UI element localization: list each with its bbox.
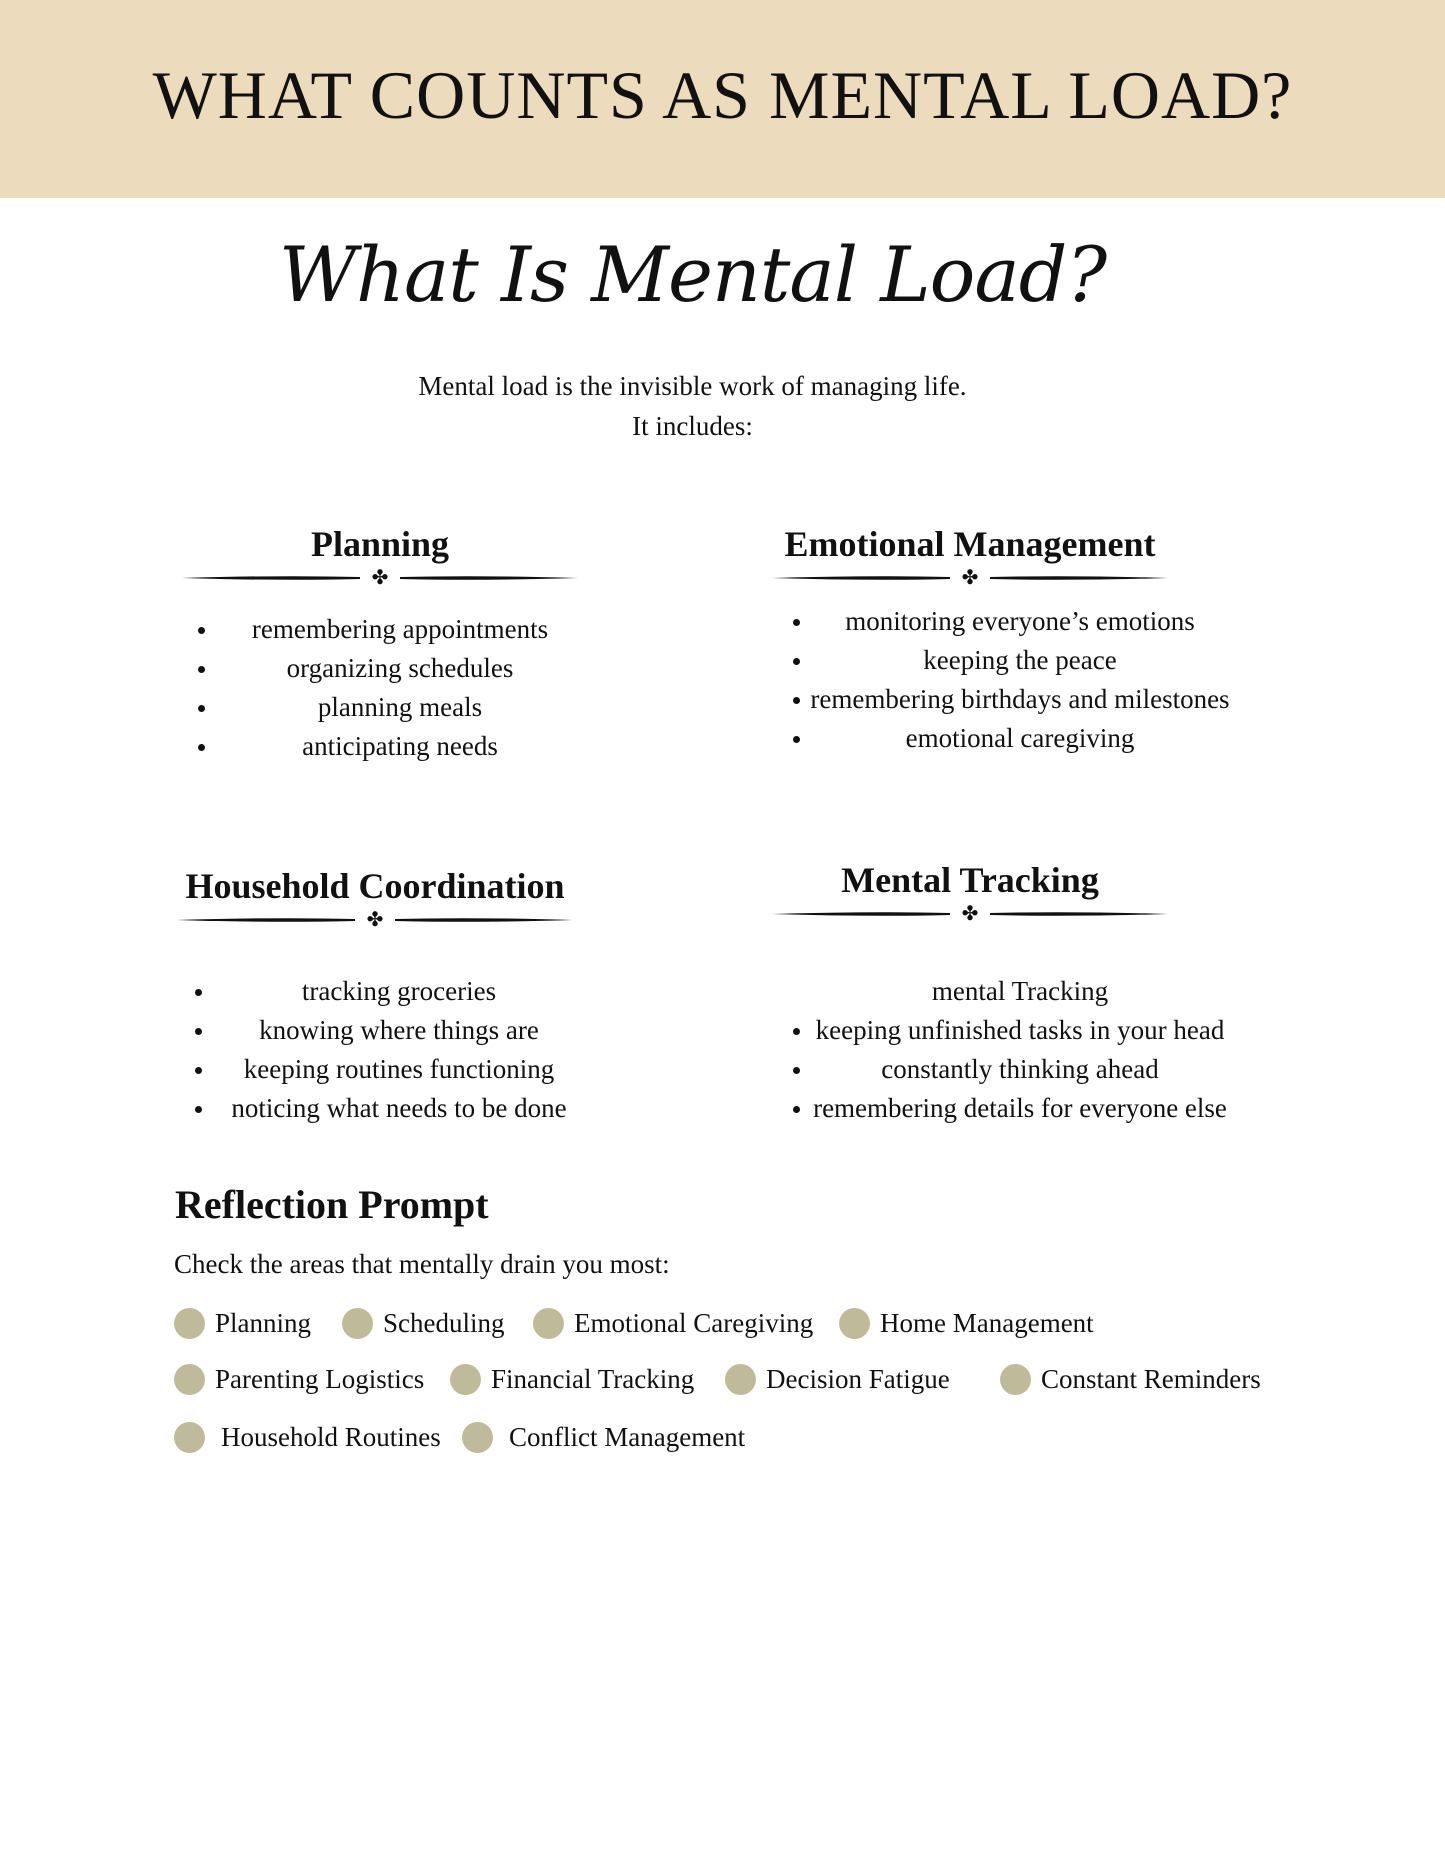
ornament-divider (175, 910, 575, 930)
option-scheduling[interactable]: Scheduling (342, 1305, 505, 1341)
intro-line-1: Mental load is the invisible work of managing life. (418, 371, 967, 401)
checkbox-circle[interactable] (174, 1422, 205, 1453)
section-title: Emotional Management (784, 524, 1156, 564)
option-conflict-management[interactable]: Conflict Management (462, 1419, 745, 1455)
list-item: tracking groceries (175, 972, 599, 1011)
list-item: remembering details for everyone else (770, 1089, 1270, 1128)
checkbox-circle[interactable] (1000, 1364, 1031, 1395)
section-emotional-management (770, 522, 1230, 758)
list-item: constantly thinking ahead (770, 1050, 1270, 1089)
list-item: monitoring everyone’s emotions (770, 602, 1270, 641)
ornament-icon: ✤ (961, 904, 979, 924)
option-home-management[interactable]: Home Management (839, 1305, 1094, 1341)
ornament-divider (180, 568, 580, 588)
script-subtitle: What Is Mental Load? (278, 230, 1107, 319)
checkbox-circle[interactable] (174, 1308, 205, 1339)
list-item: knowing where things are (175, 1011, 599, 1050)
option-emotional-caregiving[interactable]: Emotional Caregiving (533, 1305, 813, 1341)
option-planning[interactable]: Planning (174, 1305, 311, 1341)
reflection-title: Reflection Prompt (175, 1182, 489, 1227)
checkbox-circle[interactable] (342, 1308, 373, 1339)
option-constant-reminders[interactable]: Constant Reminders (1000, 1361, 1261, 1397)
option-parenting-logistics[interactable]: Parenting Logistics (174, 1361, 424, 1397)
list-item: anticipating needs (180, 727, 600, 766)
reflection-prompt: Check the areas that mentally drain you most: (174, 1249, 670, 1279)
ornament-divider (770, 904, 1170, 924)
option-financial-tracking[interactable]: Financial Tracking (450, 1361, 694, 1397)
checkbox-circle[interactable] (839, 1308, 870, 1339)
emotional-list (770, 602, 1230, 758)
page-title: WHAT COUNTS AS MENTAL LOAD? (152, 57, 1293, 133)
household-list (175, 972, 575, 1128)
section-title: Mental Tracking (841, 860, 1099, 900)
checkbox-circle[interactable] (450, 1364, 481, 1395)
checkbox-circle[interactable] (725, 1364, 756, 1395)
tracking-list (770, 972, 1227, 1128)
section-household-coordination (175, 864, 575, 1128)
list-item: remembering appointments (180, 610, 600, 649)
ornament-icon: ✤ (371, 568, 389, 588)
section-mental-tracking (770, 858, 1227, 1128)
list-item: remembering birthdays and milestones (770, 680, 1270, 719)
list-item: emotional caregiving (770, 719, 1270, 758)
list-item: mental Tracking (931, 976, 1109, 1006)
list-item: organizing schedules (180, 649, 600, 688)
checkbox-circle[interactable] (462, 1422, 493, 1453)
ornament-icon: ✤ (961, 568, 979, 588)
list-item: keeping the peace (770, 641, 1270, 680)
option-household-routines[interactable]: Household Routines (174, 1419, 441, 1455)
list-item: planning meals (180, 688, 600, 727)
list-item: keeping unfinished tasks in your head (770, 1011, 1270, 1050)
ornament-divider (770, 568, 1170, 588)
ornament-icon: ✤ (366, 910, 384, 930)
section-title: Household Coordination (185, 866, 565, 906)
header-banner (0, 0, 1445, 198)
checkbox-circle[interactable] (533, 1308, 564, 1339)
planning-list (180, 610, 580, 766)
intro-line-2: It includes: (632, 411, 753, 441)
list-item: keeping routines functioning (175, 1050, 599, 1089)
checkbox-circle[interactable] (174, 1364, 205, 1395)
list-item: noticing what needs to be done (175, 1089, 599, 1128)
section-planning (180, 522, 580, 766)
intro-text (0, 366, 1385, 446)
section-title: Planning (310, 524, 450, 564)
option-decision-fatigue[interactable]: Decision Fatigue (725, 1361, 950, 1397)
